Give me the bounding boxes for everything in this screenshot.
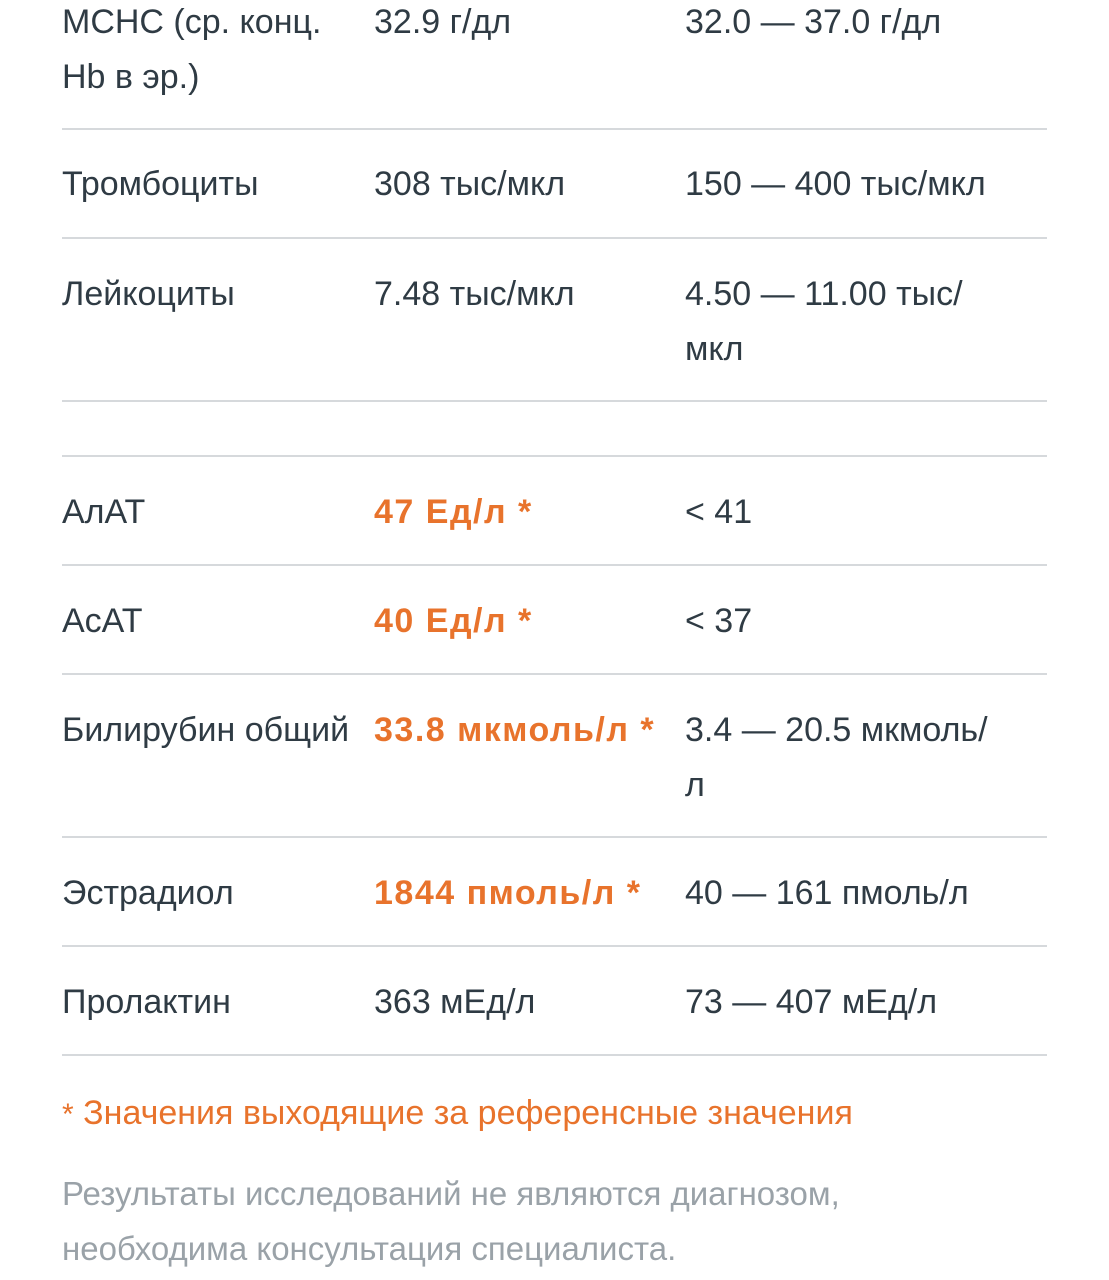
row-value-flagged: 40 Ед/л * — [374, 602, 533, 640]
row-value: 7.48 тыс/мкл — [374, 275, 575, 313]
row-value: 308 тыс/мкл — [374, 165, 566, 203]
out-of-range-legend — [62, 1086, 853, 1142]
row-name: АлАТ — [62, 493, 146, 531]
legend-asterisk: * — [62, 1098, 74, 1131]
table-row — [62, 239, 1047, 402]
row-name: MCHC (ср. конц. Hb в эр.) — [62, 3, 322, 96]
table-row — [62, 457, 1047, 566]
row-value: 363 мЕд/л — [374, 983, 536, 1021]
row-name: Тромбоциты — [62, 165, 259, 203]
row-name: Пролактин — [62, 983, 231, 1021]
row-value-flagged: 33.8 мкмоль/л * — [374, 711, 656, 749]
disclaimer-text: Результаты исследований не являются диагнозом, необходима консультация специалиста. — [62, 1175, 840, 1267]
row-reference: 150 — 400 тыс/мкл — [685, 165, 986, 203]
table-row — [62, 130, 1047, 239]
row-value-flagged: 1844 пмоль/л * — [374, 874, 642, 912]
row-value: 32.9 г/дл — [374, 3, 512, 41]
table-row — [62, 0, 1047, 130]
legend-text: Значения выходящие за референсные значения — [83, 1094, 853, 1132]
row-reference: 4.50 — 11.00 тыс/мкл — [685, 275, 963, 368]
row-reference: 32.0 — 37.0 г/дл — [685, 3, 942, 41]
row-name: Лейкоциты — [62, 275, 235, 313]
row-name: Эстрадиол — [62, 874, 234, 912]
table-row — [62, 566, 1047, 675]
row-name: Билирубин общий — [62, 711, 350, 749]
row-reference: < 41 — [685, 493, 753, 531]
table-row-spacer — [62, 402, 1047, 457]
row-name: АсАТ — [62, 602, 143, 640]
row-reference: 3.4 — 20.5 мкмоль/л — [685, 711, 988, 804]
row-reference: < 37 — [685, 602, 753, 640]
table-row — [62, 947, 1047, 1056]
row-reference: 40 — 161 пмоль/л — [685, 874, 969, 912]
row-value-flagged: 47 Ед/л * — [374, 493, 533, 531]
table-row — [62, 838, 1047, 947]
row-reference: 73 — 407 мЕд/л — [685, 983, 938, 1021]
table-row — [62, 675, 1047, 838]
